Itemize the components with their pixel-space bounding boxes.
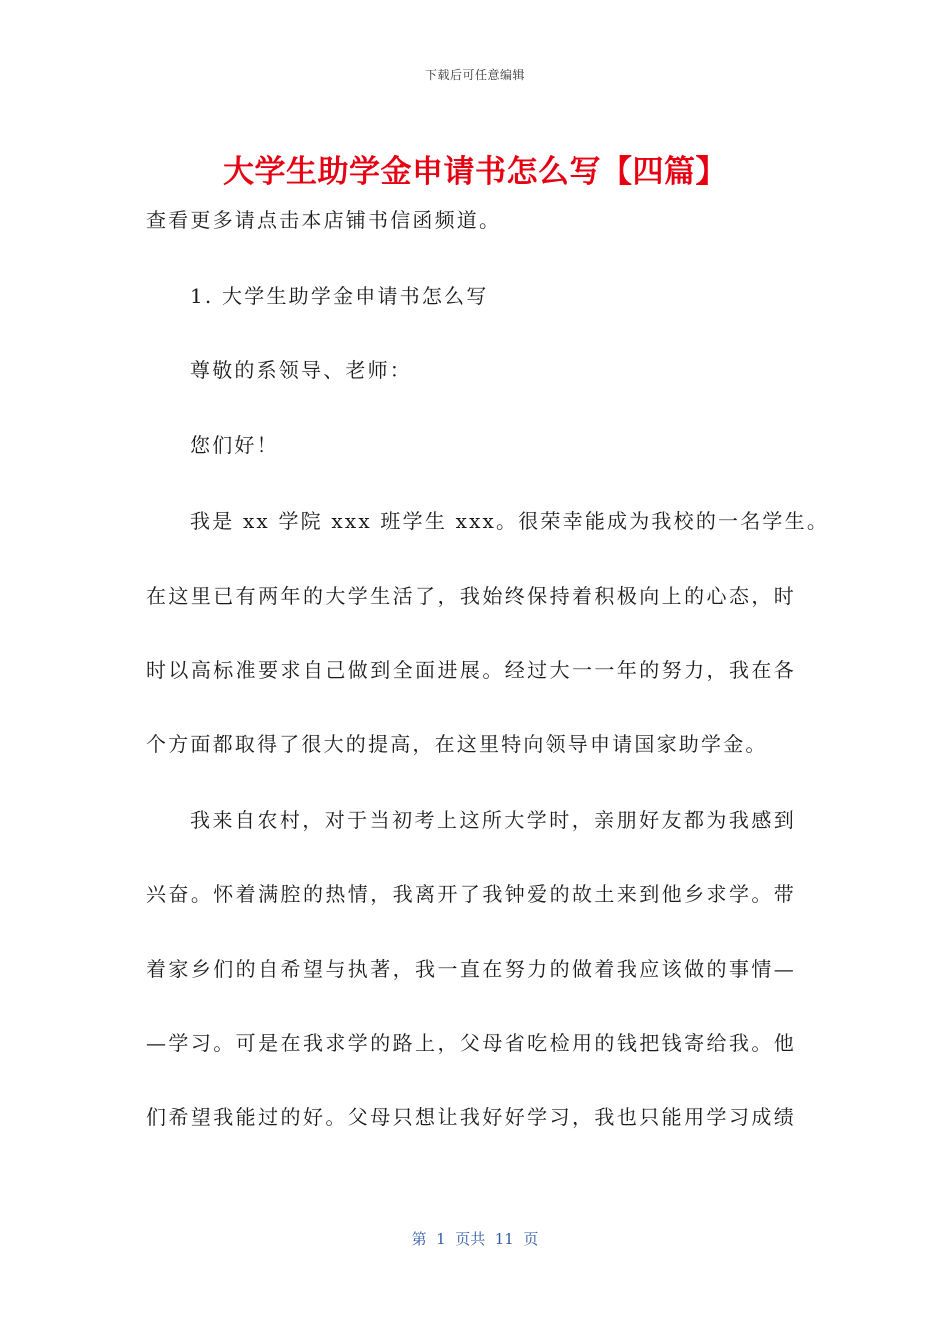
header-note: 下载后可任意编辑 bbox=[424, 68, 525, 82]
page-footer: 第 1 页共 11 页 bbox=[411, 1230, 539, 1248]
paragraph-line: 时以高标准要求自己做到全面进展。经过大一一年的努力，我在各 bbox=[146, 658, 796, 682]
section-heading: 1. 大学生助学金申请书怎么写 bbox=[190, 284, 489, 308]
paragraph-line: 兴奋。怀着满腔的热情，我离开了我钟爱的故土来到他乡求学。带 bbox=[146, 882, 796, 906]
paragraph-line: 个方面都取得了很大的提高，在这里特向领导申请国家助学金。 bbox=[146, 732, 768, 756]
document-title: 大学生助学金申请书怎么写【四篇】 bbox=[223, 154, 727, 190]
paragraph-line: —学习。可是在我求学的路上，父母省吃检用的钱把钱寄给我。他 bbox=[146, 1031, 796, 1055]
paragraph-line: 在这里已有两年的大学生活了，我始终保持着积极向上的心态，时 bbox=[146, 584, 796, 608]
paragraph-line: 着家乡们的自希望与执著，我一直在努力的做着我应该做的事情— bbox=[146, 957, 796, 981]
salutation: 尊敬的系领导、老师： bbox=[190, 358, 412, 382]
paragraph-line: 我来自农村，对于当初考上这所大学时，亲朋好友都为我感到 bbox=[190, 808, 796, 832]
paragraph-line: 们希望我能过的好。父母只想让我好好学习，我也只能用学习成绩 bbox=[146, 1105, 796, 1129]
intro-line: 查看更多请点击本店铺书信函频道。 bbox=[146, 208, 502, 232]
paragraph-line: 我是 xx 学院 xxx 班学生 xxx。很荣幸能成为我校的一名学生。 bbox=[190, 509, 830, 533]
greeting: 您们好！ bbox=[190, 433, 279, 457]
